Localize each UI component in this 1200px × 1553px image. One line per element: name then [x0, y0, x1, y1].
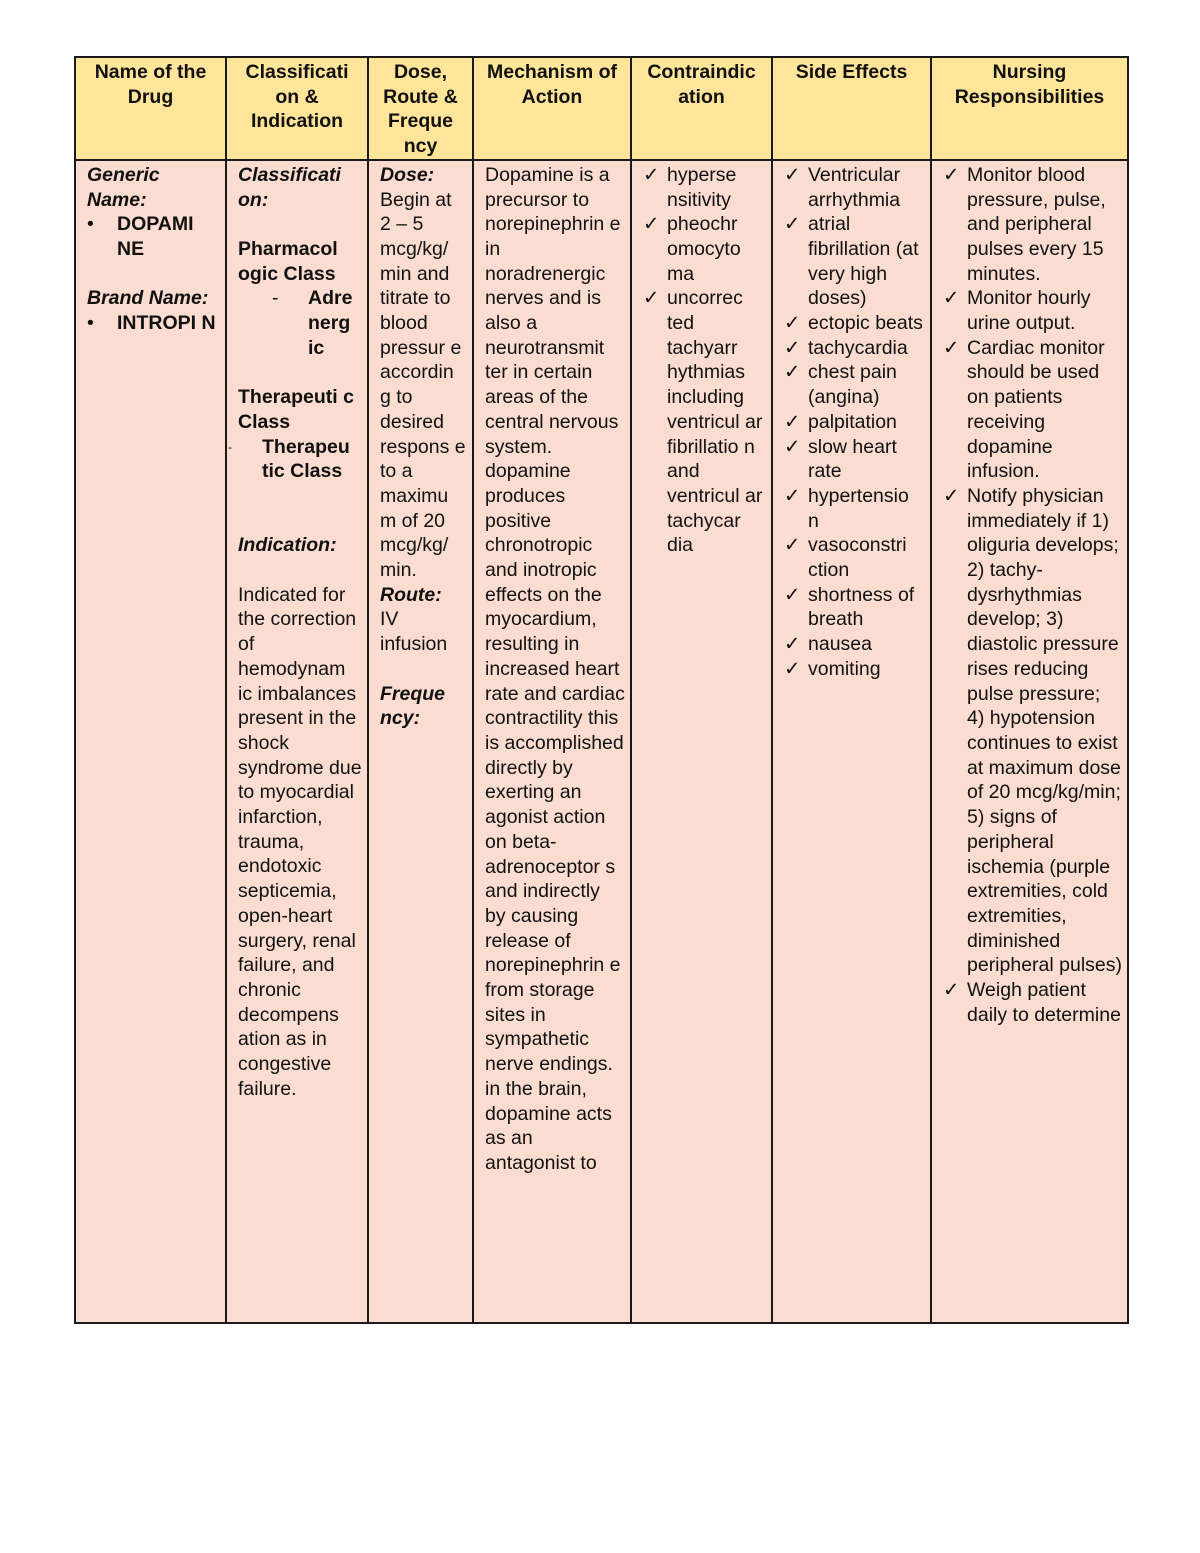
list-item: ✓ hypertensio n [784, 484, 909, 532]
check-icon: ✓ [784, 633, 801, 656]
list-item: ✓ slow heart rate [784, 435, 897, 483]
check-icon: ✓ [784, 534, 801, 557]
pharmacologic-class-value: - Adre nerg ic [238, 286, 362, 360]
check-icon: ✓ [643, 287, 660, 310]
list-item: ✓ vasoconstri ction [784, 534, 907, 582]
contraindication-list [643, 163, 766, 558]
pharmacologic-class-label: Pharmacol ogic Class [238, 237, 338, 285]
mechanism-text: Dopamine is a precursor to norepinephrin e in noradrenergic nerves and is also a neurotransmit ter in certain areas of the central nervous system. dopamine produces positive chronotropic and inotropic effects on the myocardium, resulting in increased heart rate and cardiac contractility this is accomplished directly by exerting an agonist action on beta- adrenoceptor s and indirectly by causing release of norepinephrin e from storage sites in sympathetic nerve endings. in the brain, dopamine acts as an antagonist to [485, 163, 625, 1174]
indication-text: Indicated for the correction of hemodynam ic imbalances present in the shock syndrome due to myocardial infarction, trauma, endotoxic septicemia, open-heart surgery, renal failure, and chronic decompens ation as in congestive failure. [238, 583, 362, 1100]
check-icon: ✓ [784, 361, 801, 384]
indication-label: Indication: [238, 534, 337, 557]
check-icon: ✓ [784, 410, 801, 433]
list-item: ✓ vomiting [784, 657, 881, 680]
check-icon: ✓ [784, 312, 801, 335]
therapeutic-class-label: Therapeuti c Class [238, 386, 354, 433]
check-icon: ✓ [643, 213, 660, 236]
route-text: IV infusion [380, 608, 448, 656]
check-icon: ✓ [784, 657, 801, 680]
mechanism-cell [473, 160, 631, 1323]
header-nursing-responsibilities: Nursing Responsibilities [931, 57, 1128, 160]
check-icon: ✓ [943, 336, 960, 359]
check-icon: ✓ [784, 213, 801, 236]
list-item: ✓ tachycardia [784, 336, 908, 359]
check-icon: ✓ [784, 435, 801, 458]
list-item: ✓ Cardiac monitor should be used on patients receiving dopamine infusion. [943, 336, 1105, 483]
header-contraindication: Contraindic ation [631, 57, 772, 160]
header-side-effects: Side Effects [772, 57, 931, 160]
check-icon: ✓ [943, 979, 960, 1002]
nursing-cell [931, 160, 1128, 1323]
check-icon: ✓ [943, 163, 960, 186]
drug-study-table [74, 56, 1129, 1324]
check-icon: ✓ [643, 163, 660, 186]
list-item: ✓ pheochr omocyto ma [643, 213, 741, 285]
classification-cell [226, 160, 368, 1323]
side-effects-cell [772, 160, 931, 1323]
frequency-label: Freque ncy: [380, 682, 446, 730]
check-icon: ✓ [784, 583, 801, 606]
dose-label: Dose: [380, 163, 435, 186]
list-item: ✓ nausea [784, 633, 872, 656]
list-item: ✓ Notify physician immediately if 1) oliguria develops; 2) tachy- dysrhythmias develop; 3) diastolic pressure rises reducing pulse pressure; 4) hypotension continues to exist at maximum dose of 20 mcg/kg/min; 5) signs of peripheral ischemia (purple extremities, cold extremities, diminished peripheral pulses) [943, 484, 1123, 977]
list-item: ✓ Monitor hourly urine output. [943, 287, 1091, 335]
header-mechanism-of-action: Mechanism of Action [473, 57, 631, 160]
list-item: ✓ uncorrec ted tachyarr hythmias including ventricul ar fibrillatio n and ventricul ar tachycar dia [643, 287, 763, 557]
list-item: ✓ shortness of breath [784, 583, 915, 631]
list-item: ✓ Monitor blood pressure, pulse, and peripheral pulses every 15 minutes. [943, 163, 1106, 285]
header-name-of-drug: Name of the Drug [75, 57, 226, 160]
route-label: Route: [380, 583, 442, 606]
header-row [75, 57, 1128, 160]
list-item: ✓ chest pain (angina) [784, 361, 897, 409]
check-icon: ✓ [943, 287, 960, 310]
check-icon: ✓ [784, 163, 801, 186]
header-classification-indication: Classificati on & Indication [226, 57, 368, 160]
header-dose-route-frequency: Dose, Route & Freque ncy [368, 57, 473, 160]
side-effects-list [784, 163, 925, 682]
list-item: ✓ hyperse nsitivity [643, 163, 737, 211]
check-icon: ✓ [784, 484, 801, 507]
therapeutic-class-value: - Therapeu tic Class [238, 435, 362, 484]
name-cell [75, 160, 226, 1323]
list-item: ✓ ectopic beats [784, 312, 923, 335]
dose-cell [368, 160, 473, 1323]
check-icon: ✓ [943, 484, 960, 507]
generic-name-value: • DOPAMI NE [87, 212, 220, 261]
brand-name-label: Brand Name: [87, 287, 209, 310]
dose-text: Begin at 2 – 5 mcg/kg/ min and titrate to blood pressur e accordin g to desired respons e to a maximu m of 20 mcg/kg/ min. [380, 188, 466, 582]
brand-name-value: • INTROPI N [87, 311, 220, 336]
classification-label: Classificati on: [238, 163, 341, 211]
list-item: ✓ Weigh patient daily to determine [943, 979, 1121, 1026]
nursing-list [943, 163, 1122, 1028]
list-item: ✓ atrial fibrillation (at very high doses) [784, 213, 919, 310]
drug-row [75, 160, 1128, 1323]
contraindication-cell [631, 160, 772, 1323]
list-item: ✓ palpitation [784, 410, 897, 433]
list-item: ✓ Ventricular arrhythmia [784, 163, 901, 211]
generic-name-label: Generic Name: [87, 163, 160, 211]
check-icon: ✓ [784, 336, 801, 359]
